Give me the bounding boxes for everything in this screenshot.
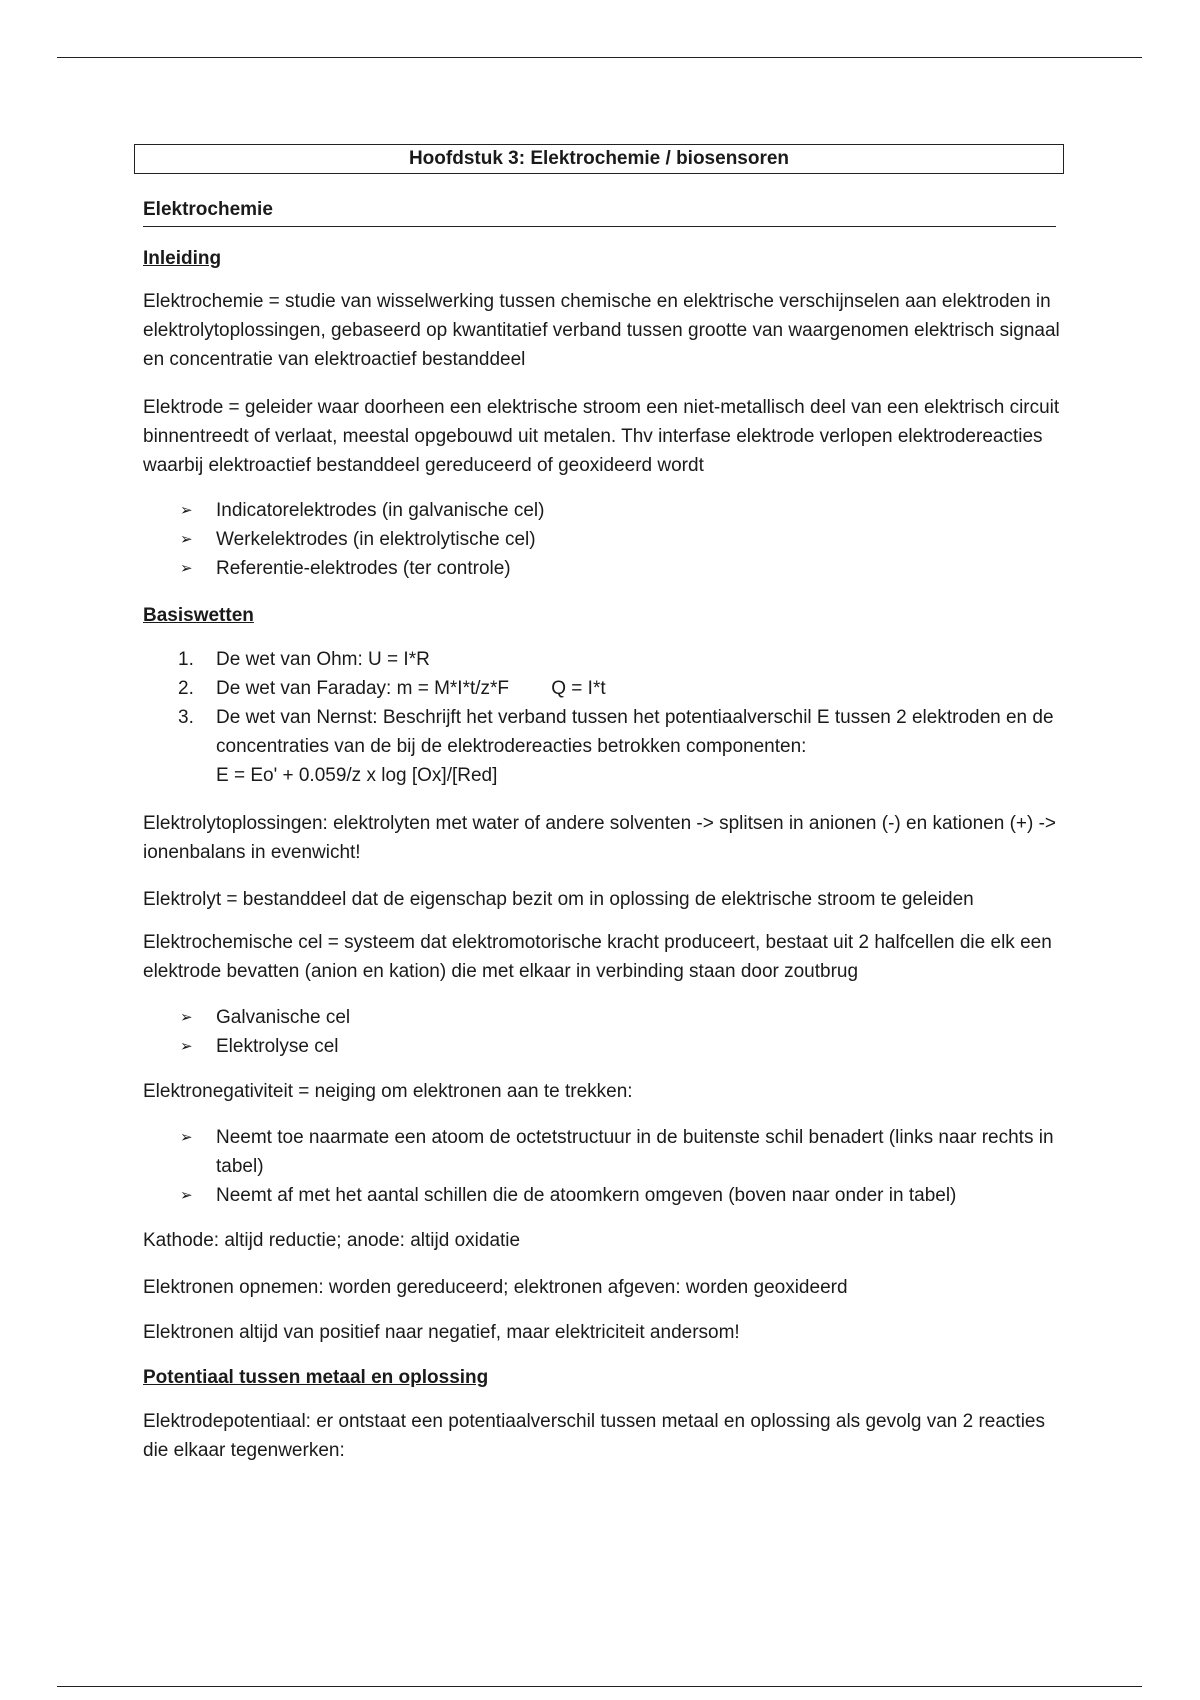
section-title: Elektrochemie: [143, 196, 1056, 227]
paragraph-elektrolyt: Elektrolyt = bestanddeel dat de eigenschap bezit om in oplossing de elektrische stroom te geleiden: [143, 889, 974, 910]
basiswetten-list: [143, 645, 1063, 790]
arrow-bullet-icon: ➢: [180, 531, 193, 548]
paragraph-elektrolytoplossingen: Elektrolytoplossingen: elektrolyten met water of andere solventen -> splitsen in anionen (-) en kationen (+) -> ionenbalans in evenwicht!: [143, 813, 1057, 863]
arrow-bullet-icon: ➢: [180, 1187, 193, 1204]
heading-basiswetten: Basiswetten: [143, 605, 254, 626]
nernst-formula: E = Eo' + 0.059/z x log [Ox]/[Red]: [216, 765, 498, 786]
list-item: ➢ Elektrolyse cel: [143, 1032, 1063, 1061]
list-item: ➢ Werkelektrodes (in elektrolytische cel): [143, 525, 1063, 554]
arrow-bullet-icon: ➢: [180, 502, 193, 519]
heading-potentiaal: Potentiaal tussen metaal en oplossing: [143, 1367, 489, 1388]
page-bottom-rule: [57, 1686, 1142, 1687]
cel-types-list: [143, 1003, 1063, 1061]
paragraph-elektronen-richting: Elektronen altijd van positief naar negatief, maar elektriciteit andersom!: [143, 1322, 740, 1343]
list-item: ➢ Neemt af met het aantal schillen die de atoomkern omgeven (boven naar onder in tabel): [143, 1181, 1063, 1210]
page-top-rule: [57, 57, 1142, 58]
elektronegativiteit-list: [143, 1123, 1063, 1210]
list-item: ➢ Galvanische cel: [143, 1003, 1063, 1032]
elektrode-types-list: [143, 496, 1063, 583]
list-item: 1. De wet van Ohm: U = I*R: [178, 649, 430, 670]
chapter-title: Hoofdstuk 3: Elektrochemie / biosensoren: [134, 144, 1064, 174]
list-item: ➢ Neemt toe naarmate een atoom de octetstructuur in de buitenste schil benadert (links naar rechts in tabel): [143, 1123, 1063, 1181]
paragraph-elektrode: Elektrode = geleider waar doorheen een elektrische stroom een niet-metallisch deel van een elektrisch circuit binnentreedt of verlaat, meestal opgebouwd uit metalen. Thv interfase elektrode verlopen elektrodereacties waarbij elektroactief bestanddeel gereduceerd of geoxideerd wordt: [143, 397, 1060, 476]
list-item: ➢ Referentie-elektrodes (ter controle): [143, 554, 1063, 583]
arrow-bullet-icon: ➢: [180, 1129, 193, 1146]
list-item: ➢ Indicatorelektrodes (in galvanische cel): [143, 496, 1063, 525]
paragraph-elektronegativiteit: Elektronegativiteit = neiging om elektronen aan te trekken:: [143, 1081, 633, 1102]
arrow-bullet-icon: ➢: [180, 1038, 193, 1055]
arrow-bullet-icon: ➢: [180, 560, 193, 577]
paragraph-elektrochemie: Elektrochemie = studie van wisselwerking tussen chemische en elektrische verschijnselen aan elektroden in elektrolytoplossingen, gebaseerd op kwantitatief verband tussen grootte van waargenomen elektrisch signaal en concentratie van elektroactief bestanddeel: [143, 291, 1060, 370]
paragraph-elektrochemische-cel: Elektrochemische cel = systeem dat elektromotorische kracht produceert, bestaat uit 2 halfcellen die elk een elektrode bevatten (anion en kation) die met elkaar in verbinding staan door zoutbrug: [143, 932, 1052, 982]
list-item: 2. De wet van Faraday: m = M*I*t/z*F Q = I*t: [178, 678, 606, 699]
paragraph-kathode: Kathode: altijd reductie; anode: altijd oxidatie: [143, 1230, 521, 1251]
paragraph-elektrodepotentiaal: Elektrodepotentiaal: er ontstaat een potentiaalverschil tussen metaal en oplossing als gevolg van 2 reacties die elkaar tegenwerken:: [143, 1411, 1045, 1461]
list-item: 3. De wet van Nernst: Beschrijft het verband tussen het potentiaalverschil E tussen 2 elektroden en de concentraties van de bij de elektrodereacties betrokken componenten: E = Eo' + 0.059/z x log [Ox]/[Red]: [178, 707, 1054, 786]
arrow-bullet-icon: ➢: [180, 1009, 193, 1026]
heading-inleiding: Inleiding: [143, 248, 222, 269]
paragraph-elektronen-opnemen: Elektronen opnemen: worden gereduceerd; elektronen afgeven: worden geoxideerd: [143, 1277, 848, 1298]
